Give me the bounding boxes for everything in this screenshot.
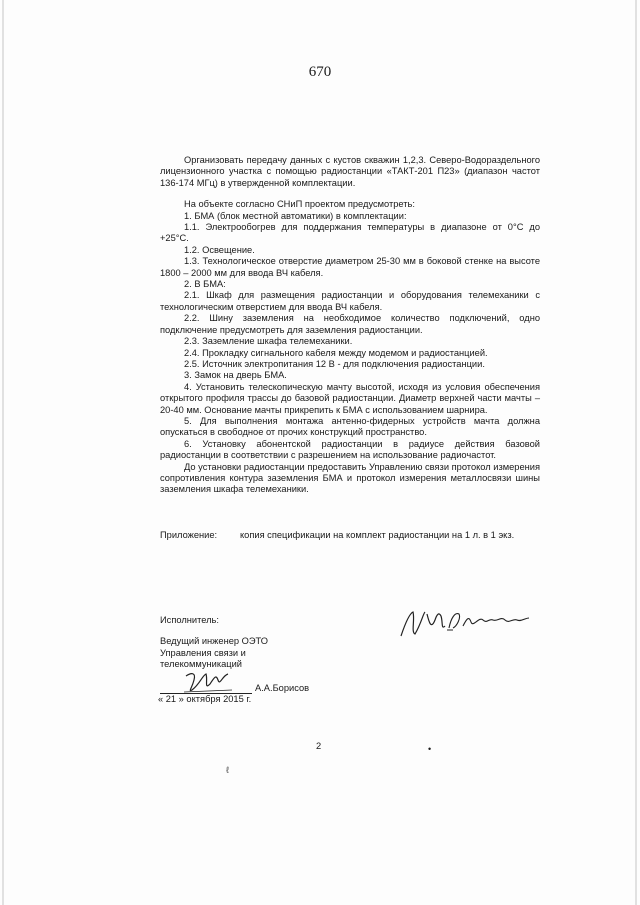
- position-line-1: Ведущий инженер ОЭТО: [160, 636, 269, 647]
- attachment-text: копия спецификации на комплект радиостанции на 1 л. в 1 экз.: [240, 530, 515, 540]
- list-item-1-1: 1.1. Электрообогрев для поддержания температуры в диапазоне от 0°С до +25°С.: [160, 222, 540, 244]
- attachment-label: Приложение:: [160, 530, 218, 540]
- list-item-2: 2. В БМА:: [184, 279, 226, 290]
- executor-name: А.А.Борисов: [255, 683, 310, 693]
- document-body: [160, 155, 540, 496]
- paragraph-requirements-heading: На объекте согласно СНиП проектом предусмотреть:: [184, 199, 415, 210]
- list-item-2-4: 2.4. Прокладку сигнального кабеля между модемом и радиостанцией.: [184, 347, 488, 358]
- scan-mark: •: [428, 744, 432, 754]
- list-item-1-2: 1.2. Освещение.: [184, 244, 255, 255]
- executor-label: Исполнитель:: [160, 615, 219, 625]
- paragraph-intro: Организовать передачу данных с кустов скважин 1,2,3. Северо-Водораздельного лицензионного участка с помощью радиостанции «ТАКТ-201 П23» (диапазон частот 136-174 МГц) в утвержденной комплектации.: [160, 155, 540, 188]
- paragraph-protocol: До установки радиостанции предоставить Управлению связи протокол измерения сопротивления контура заземления БМА и протокол измерения металлосвязи шины заземления шкафа телемеханики.: [160, 461, 540, 495]
- scan-mark-2: ℓ: [226, 765, 229, 775]
- list-item-4: 4. Установить телескопическую мачту высотой, исходя из условия обеспечения открытого профиля трассы до базовой радиостанции. Диаметр верхней части мачты – 20-40 мм. Основание мачты прикрепить к БМА с использованием шарнира.: [160, 381, 540, 415]
- list-item-1-3: 1.3. Технологическое отверстие диаметром 25-30 мм в боковой стенке на высоте 1800 – 2000 мм для ввода ВЧ кабеля.: [160, 256, 540, 278]
- list-item-2-1: 2.1. Шкаф для размещения радиостанции и оборудования телемеханики с технологическим отверстием для ввода ВЧ кабеля.: [160, 290, 540, 312]
- position-line-2: Управления связи и: [160, 647, 246, 658]
- position-line-3: телекоммуникаций: [160, 659, 242, 670]
- list-item-1: 1. БМА (блок местной автоматики) в комплектации:: [184, 210, 407, 221]
- handwritten-signature-approver: [395, 606, 545, 642]
- list-item-3: 3. Замок на дверь БМА.: [184, 370, 287, 381]
- list-item-2-3: 2.3. Заземление шкафа телемеханики.: [184, 336, 353, 347]
- footer-page-number: 2: [316, 741, 322, 751]
- scan-edge-left: [2, 0, 4, 905]
- signature-date: « 21 » октября 2015 г.: [158, 694, 252, 704]
- list-item-2-2: 2.2. Шину заземления на необходимое количество подключений, одно подключение предусмотреть для заземления радиостанции.: [160, 313, 540, 335]
- list-item-6: 6. Установку абонентской радиостанции в радиусе действия базовой радиостанции в соответствии с разрешением на использование радиочастот.: [160, 438, 540, 461]
- scan-edge-right: [635, 0, 637, 905]
- list-item-5: 5. Для выполнения монтажа антенно-фидерных устройств мачта должна опускаться в свободное от прочих конструкций пространство.: [160, 415, 540, 438]
- page-number: 670: [308, 64, 332, 80]
- list-item-2-5: 2.5. Источник электропитания 12 В - для подключения радиостанции.: [184, 358, 485, 369]
